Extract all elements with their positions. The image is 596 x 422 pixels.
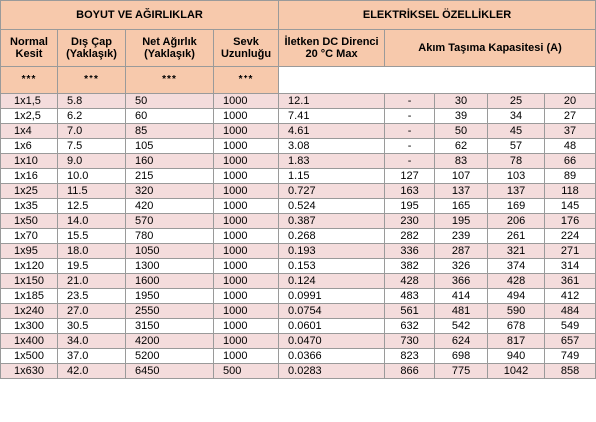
cell-air-spaced: 549 [545,319,596,334]
cell-length: 1000 [214,229,279,244]
header-outer-diameter: Dış Çap (Yaklaşık) [58,30,126,67]
cell-length: 1000 [214,259,279,274]
cell-air-spaced: 27 [545,109,596,124]
cell-ground-triple: 632 [385,319,435,334]
cell-ground-spaced: 698 [435,349,488,364]
cell-ground-spaced: 107 [435,169,488,184]
cell-air-triple: 34 [488,109,545,124]
cell-air-triple: 817 [488,334,545,349]
cell-air-triple: 25 [488,94,545,109]
table-row [1,259,596,274]
cell-weight: 50 [126,94,214,109]
table-row [1,109,596,124]
cell-air-spaced: 412 [545,289,596,304]
cell-length: 1000 [214,214,279,229]
cell-ground-spaced: 775 [435,364,488,379]
cell-section: 1x400 [1,334,58,349]
cell-ground-triple: 561 [385,304,435,319]
cell-air-spaced: 314 [545,259,596,274]
cell-ground-triple: 336 [385,244,435,259]
cell-air-spaced: 145 [545,199,596,214]
cell-diameter: 15.5 [58,229,126,244]
group-dimensions: BOYUT VE AĞIRLIKLAR [1,1,279,30]
table-row [1,364,596,379]
cell-air-triple: 321 [488,244,545,259]
cell-resistance: 0.0601 [279,319,385,334]
cell-diameter: 5.8 [58,94,126,109]
cell-section: 1x35 [1,199,58,214]
cell-diameter: 19.5 [58,259,126,274]
cell-section: 1x4 [1,124,58,139]
cell-ground-triple: - [385,139,435,154]
cell-ground-spaced: 287 [435,244,488,259]
header-dc-resistance: İletken DC Direnci 20 °C Max [279,30,385,67]
cell-resistance: 0.124 [279,274,385,289]
table-row [1,169,596,184]
cell-weight: 5200 [126,349,214,364]
cell-ground-spaced: 137 [435,184,488,199]
cell-diameter: 12.5 [58,199,126,214]
cell-resistance: 0.268 [279,229,385,244]
cell-air-triple: 261 [488,229,545,244]
header-net-weight: Net Ağırlık (Yaklaşık) [126,30,214,67]
cell-section: 1x240 [1,304,58,319]
cell-length: 1000 [214,304,279,319]
cell-resistance: 4.61 [279,124,385,139]
cell-ground-triple: 230 [385,214,435,229]
cell-section: 1x150 [1,274,58,289]
cell-length: 1000 [214,124,279,139]
cell-resistance: 0.0366 [279,349,385,364]
cell-resistance: 1.15 [279,169,385,184]
cell-weight: 60 [126,109,214,124]
cell-weight: 1300 [126,259,214,274]
cell-resistance: 0.0283 [279,364,385,379]
cell-resistance: 0.387 [279,214,385,229]
cell-resistance: 0.193 [279,244,385,259]
table-row [1,154,596,169]
cell-air-spaced: 20 [545,94,596,109]
cell-air-triple: 206 [488,214,545,229]
header-current-capacity: Akım Taşıma Kapasitesi (A) [385,30,596,67]
cell-diameter: 34.0 [58,334,126,349]
cell-air-triple: 78 [488,154,545,169]
cell-length: 1000 [214,154,279,169]
cell-air-triple: 494 [488,289,545,304]
cell-resistance: 7.41 [279,109,385,124]
table-row [1,229,596,244]
cell-section: 1x6 [1,139,58,154]
cell-ground-triple: - [385,154,435,169]
cell-diameter: 11.5 [58,184,126,199]
cell-ground-spaced: 326 [435,259,488,274]
cell-air-spaced: 749 [545,349,596,364]
cell-ground-triple: 823 [385,349,435,364]
cell-length: 1000 [214,289,279,304]
cell-ground-spaced: 30 [435,94,488,109]
table-header [1,1,596,94]
cell-resistance: 0.0470 [279,334,385,349]
cell-section: 1x120 [1,259,58,274]
cell-length: 1000 [214,139,279,154]
marker-air-triple: *** [126,67,214,94]
cell-weight: 780 [126,229,214,244]
marker-ground-triple: *** [1,67,58,94]
header-section: Normal Kesit [1,30,58,67]
cell-section: 1x10 [1,154,58,169]
cell-ground-triple: - [385,94,435,109]
cell-resistance: 0.153 [279,259,385,274]
cell-diameter: 18.0 [58,244,126,259]
cell-diameter: 9.0 [58,154,126,169]
cell-weight: 4200 [126,334,214,349]
cell-ground-triple: - [385,124,435,139]
cell-weight: 1600 [126,274,214,289]
cell-weight: 3150 [126,319,214,334]
cell-section: 1x95 [1,244,58,259]
cell-diameter: 7.5 [58,139,126,154]
cell-ground-spaced: 165 [435,199,488,214]
cell-air-triple: 1042 [488,364,545,379]
table-row [1,244,596,259]
cell-section: 1x25 [1,184,58,199]
cell-length: 1000 [214,244,279,259]
cell-length: 1000 [214,109,279,124]
cell-length: 1000 [214,349,279,364]
cell-air-triple: 57 [488,139,545,154]
cell-ground-spaced: 39 [435,109,488,124]
cell-length: 1000 [214,274,279,289]
cell-ground-triple: 282 [385,229,435,244]
cell-air-spaced: 37 [545,124,596,139]
cell-air-spaced: 657 [545,334,596,349]
cell-length: 1000 [214,199,279,214]
cell-ground-spaced: 414 [435,289,488,304]
cell-weight: 6450 [126,364,214,379]
cell-air-spaced: 224 [545,229,596,244]
cell-air-triple: 137 [488,184,545,199]
cell-resistance: 0.727 [279,184,385,199]
cell-ground-spaced: 481 [435,304,488,319]
cell-ground-triple: 483 [385,289,435,304]
cell-weight: 420 [126,199,214,214]
cell-diameter: 6.2 [58,109,126,124]
cell-weight: 1050 [126,244,214,259]
cell-resistance: 0.0754 [279,304,385,319]
header-delivery-length: Sevk Uzunluğu [214,30,279,67]
cell-ground-spaced: 366 [435,274,488,289]
table-row [1,184,596,199]
cell-diameter: 27.0 [58,304,126,319]
cell-ground-spaced: 62 [435,139,488,154]
cell-air-triple: 45 [488,124,545,139]
cell-diameter: 10.0 [58,169,126,184]
cell-length: 1000 [214,169,279,184]
table-row [1,214,596,229]
cell-ground-triple: 163 [385,184,435,199]
cell-weight: 570 [126,214,214,229]
marker-ground-spaced: *ᐩ* [58,67,126,94]
cell-weight: 85 [126,124,214,139]
cell-ground-triple: 382 [385,259,435,274]
table-row [1,289,596,304]
cell-air-spaced: 176 [545,214,596,229]
cell-diameter: 7.0 [58,124,126,139]
cell-diameter: 37.0 [58,349,126,364]
table-row [1,139,596,154]
cell-air-triple: 940 [488,349,545,364]
cell-length: 1000 [214,319,279,334]
cell-ground-spaced: 239 [435,229,488,244]
cell-section: 1x500 [1,349,58,364]
cell-ground-spaced: 624 [435,334,488,349]
table-row [1,124,596,139]
cell-section: 1x70 [1,229,58,244]
cell-air-triple: 169 [488,199,545,214]
cell-resistance: 0.0991 [279,289,385,304]
cell-weight: 160 [126,154,214,169]
cell-weight: 1950 [126,289,214,304]
table-row [1,94,596,109]
cell-air-triple: 678 [488,319,545,334]
cell-length: 500 [214,364,279,379]
cell-air-spaced: 361 [545,274,596,289]
cell-air-triple: 374 [488,259,545,274]
cell-ground-spaced: 83 [435,154,488,169]
cell-ground-triple: 127 [385,169,435,184]
cell-weight: 105 [126,139,214,154]
table-row [1,334,596,349]
cell-resistance: 0.524 [279,199,385,214]
cell-length: 1000 [214,184,279,199]
cell-section: 1x300 [1,319,58,334]
cell-diameter: 42.0 [58,364,126,379]
cell-weight: 2550 [126,304,214,319]
cell-resistance: 3.08 [279,139,385,154]
cell-ground-triple: 730 [385,334,435,349]
cell-length: 1000 [214,94,279,109]
cell-section: 1x630 [1,364,58,379]
cell-ground-triple: 428 [385,274,435,289]
cell-ground-triple: 866 [385,364,435,379]
cell-air-spaced: 89 [545,169,596,184]
marker-air-spaced: *ᐩ* [214,67,279,94]
table-body [1,94,596,379]
cell-resistance: 1.83 [279,154,385,169]
table-row [1,349,596,364]
cell-section: 1x16 [1,169,58,184]
cell-ground-spaced: 542 [435,319,488,334]
cell-air-spaced: 858 [545,364,596,379]
cell-section: 1x1,5 [1,94,58,109]
cell-ground-triple: - [385,109,435,124]
cell-resistance: 12.1 [279,94,385,109]
cell-air-spaced: 66 [545,154,596,169]
cell-air-spaced: 484 [545,304,596,319]
cell-ground-spaced: 195 [435,214,488,229]
cell-section: 1x2,5 [1,109,58,124]
cell-air-spaced: 48 [545,139,596,154]
table-row [1,319,596,334]
cell-length: 1000 [214,334,279,349]
cell-diameter: 21.0 [58,274,126,289]
cell-air-triple: 103 [488,169,545,184]
cell-section: 1x185 [1,289,58,304]
cell-air-triple: 590 [488,304,545,319]
table-row [1,199,596,214]
cell-air-spaced: 271 [545,244,596,259]
cell-weight: 215 [126,169,214,184]
cell-ground-spaced: 50 [435,124,488,139]
cell-diameter: 14.0 [58,214,126,229]
cell-weight: 320 [126,184,214,199]
table-row [1,274,596,289]
cell-section: 1x50 [1,214,58,229]
cell-diameter: 30.5 [58,319,126,334]
cell-air-spaced: 118 [545,184,596,199]
cell-diameter: 23.5 [58,289,126,304]
cell-ground-triple: 195 [385,199,435,214]
cell-air-triple: 428 [488,274,545,289]
group-electrical: ELEKTRİKSEL ÖZELLİKLER [279,1,596,30]
table-row [1,304,596,319]
